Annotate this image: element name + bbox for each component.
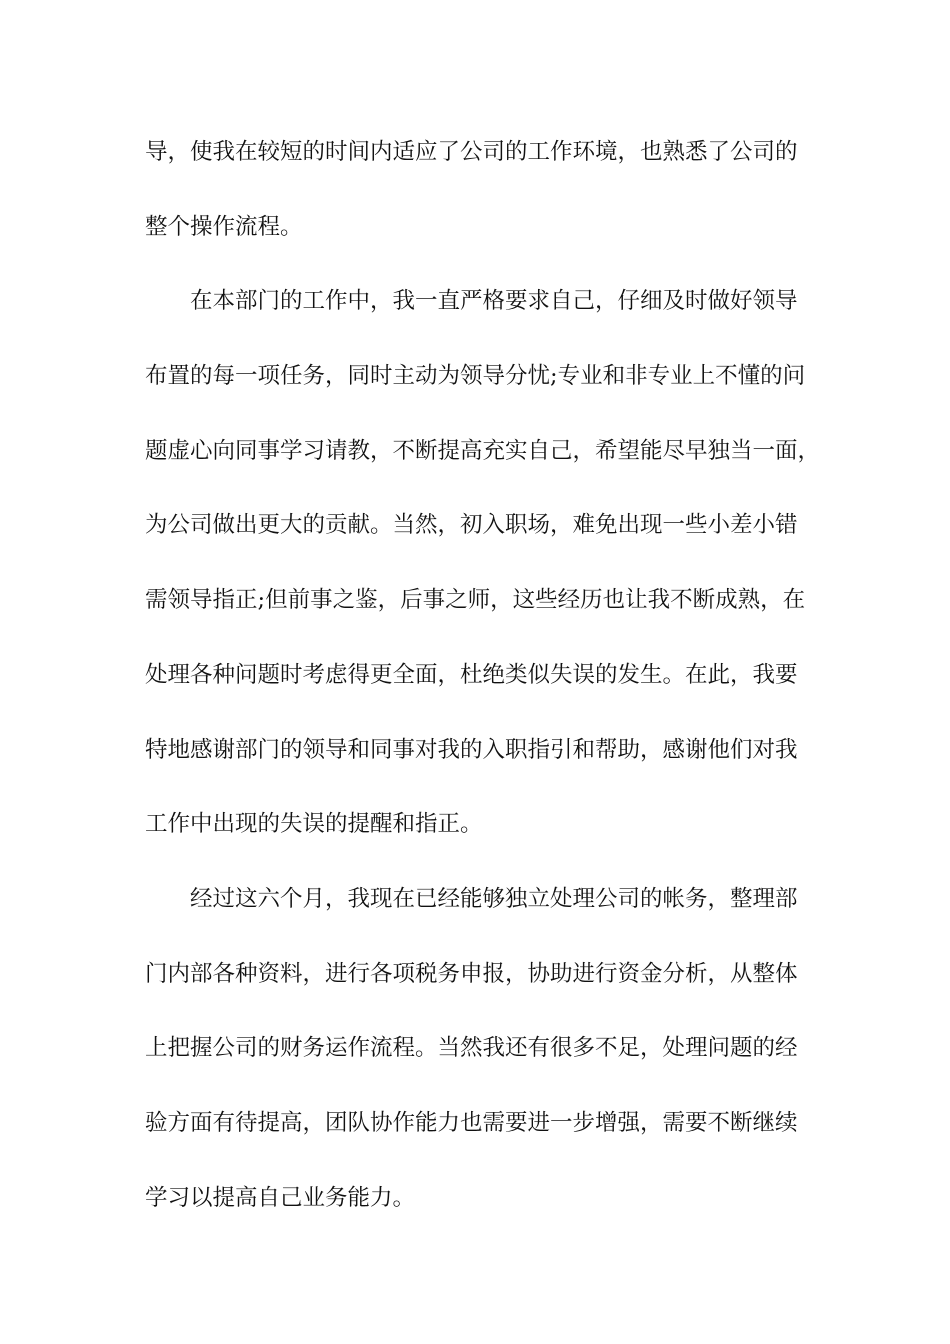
text-line: 特地感谢部门的领导和同事对我的入职指引和帮助，感谢他们对我: [145, 736, 798, 763]
text-line: 需领导指正;但前事之鉴，后事之师，这些经历也让我不断成熟，在: [145, 587, 806, 614]
text-line: 验方面有待提高，团队协作能力也需要进一步增强，需要不断继续: [145, 1109, 798, 1136]
text-line: 上把握公司的财务运作流程。当然我还有很多不足，处理问题的经: [145, 1035, 798, 1062]
text-line: 学习以提高自己业务能力。: [145, 1184, 416, 1211]
text-line: 为公司做出更大的贡献。当然，初入职场，难免出现一些小差小错: [145, 512, 798, 539]
body-text: [145, 130, 825, 1250]
text-line: 在本部门的工作中，我一直严格要求自己，仔细及时做好领导: [190, 288, 798, 315]
text-line: 题虚心向同事学习请教，不断提高充实自己，希望能尽早独当一面，: [145, 437, 821, 464]
text-line: 整个操作流程。: [145, 213, 303, 240]
text-line: 布置的每一项任务，同时主动为领导分忧;专业和非专业上不懂的问: [145, 363, 806, 390]
text-line: 工作中出现的失误的提醒和指正。: [145, 811, 483, 838]
text-line: 经过这六个月，我现在已经能够独立处理公司的帐务，整理部: [190, 885, 798, 912]
text-line: 处理各种问题时考虑得更全面，杜绝类似失误的发生。在此，我要: [145, 661, 798, 688]
text-line: 导，使我在较短的时间内适应了公司的工作环境，也熟悉了公司的: [145, 139, 798, 165]
text-line: 门内部各种资料，进行各项税务申报，协助进行资金分析，从整体: [145, 960, 798, 987]
